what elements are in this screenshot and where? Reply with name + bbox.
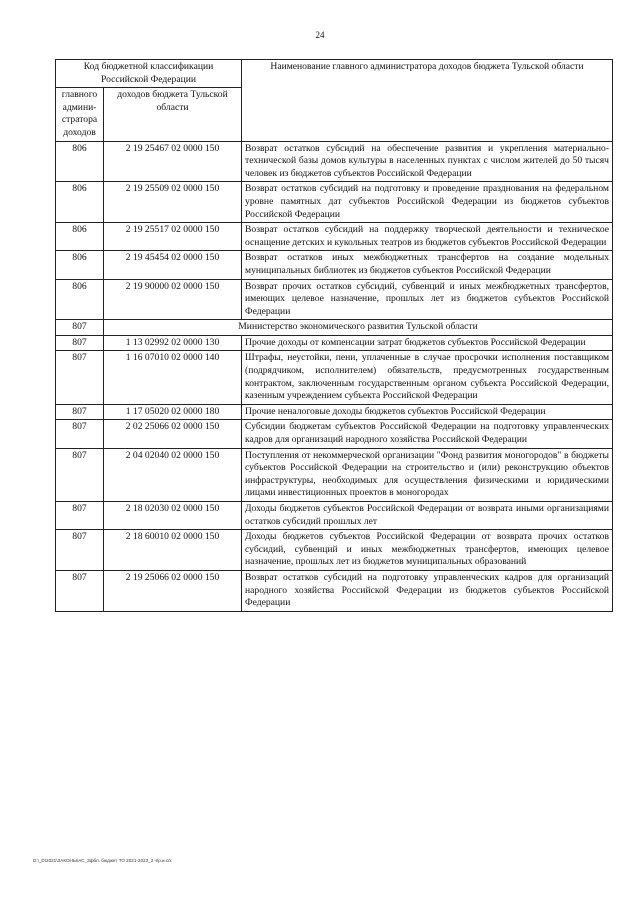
revenue-column-header: доходов бюджета Тульской области (104, 88, 242, 141)
admin-code-cell: 807 (56, 404, 104, 420)
revenue-code-cell: 1 17 05020 02 0000 180 (104, 404, 242, 420)
revenue-code-cell: 2 19 25467 02 0000 150 (104, 141, 242, 182)
file-path-footer: D:\_D\2021\ЗАКОНЫ\АС_Зфбл. бюджет ТО 2021-2023_2 ч/р.и.с/x (33, 858, 172, 863)
revenue-name-cell: Возврат остатков субсидий на поддержку творческой деятельности и техническое оснащение детских и кукольных театров из бюджетов субъектов Российской Федерации (242, 223, 613, 251)
revenue-code-cell: 2 02 25066 02 0000 150 (104, 420, 242, 448)
table-row (56, 351, 613, 404)
ministry-admin-code: 807 (56, 320, 104, 336)
revenue-code-cell: 2 19 45454 02 0000 150 (104, 251, 242, 279)
admin-code-cell: 807 (56, 570, 104, 611)
table-row (56, 223, 613, 251)
table-header-row (56, 60, 613, 88)
ministry-row (56, 320, 613, 336)
admin-code-cell: 806 (56, 141, 104, 182)
admin-code-cell: 807 (56, 420, 104, 448)
table-row (56, 279, 613, 320)
revenue-code-cell: 2 18 02030 02 0000 150 (104, 502, 242, 530)
revenue-name-cell: Субсидии бюджетам субъектов Российской Федерации на подготовку управленческих кадров для организаций народного хозяйства Российской Федерации (242, 420, 613, 448)
name-column-header: Наименование главного администратора доходов бюджета Тульской области (242, 60, 613, 142)
table-row (56, 570, 613, 611)
table-body-807 (56, 335, 613, 611)
revenue-code-cell: 2 19 25066 02 0000 150 (104, 570, 242, 611)
table-row (56, 448, 613, 501)
admin-code-cell: 807 (56, 351, 104, 404)
table-row (56, 141, 613, 182)
admin-code-cell: 807 (56, 335, 104, 351)
revenue-name-cell: Доходы бюджетов субъектов Российской Федерации от возврата иными организациями остатков субсидий прошлых лет (242, 502, 613, 530)
table-row (56, 530, 613, 571)
revenue-name-cell: Возврат остатков иных межбюджетных трансфертов на создание модельных муниципальных библиотек из бюджетов субъектов Российской Федерации (242, 251, 613, 279)
ministry-section (56, 320, 613, 336)
revenue-name-cell: Возврат прочих остатков субсидий, субвенций и иных межбюджетных трансфертов, имеющих целевое назначение, прошлых лет из бюджетов субъектов Российской Федерации (242, 279, 613, 320)
table-row (56, 251, 613, 279)
revenue-name-cell: Доходы бюджетов субъектов Российской Федерации от возврата прочих остатков субсидий, субвенций и иных межбюджетных трансфертов, имеющих целевое назначение, прошлых лет из бюджетов муниципальных образований (242, 530, 613, 571)
table-row (56, 182, 613, 223)
revenue-code-cell: 2 19 90000 02 0000 150 (104, 279, 242, 320)
table-row (56, 502, 613, 530)
revenue-code-cell: 2 18 60010 02 0000 150 (104, 530, 242, 571)
code-group-header: Код бюджетной классификации Российской Федерации (56, 60, 242, 88)
revenue-name-cell: Прочие неналоговые доходы бюджетов субъектов Российской Федерации (242, 404, 613, 420)
revenue-name-cell: Поступления от некоммерческой организации "Фонд развития моногородов" в бюджеты субъектов Российской Федерации на строительство и (или) реконструкцию объектов инфраструктуры, необходимых для осуществления физическими и юридическими лицами инвестиционных проектов в моногородах (242, 448, 613, 501)
table-row (56, 404, 613, 420)
admin-code-cell: 806 (56, 182, 104, 223)
revenue-name-cell: Возврат остатков субсидий на подготовку управленческих кадров для организаций народного хозяйства Российской Федерации из бюджетов субъектов Российской Федерации (242, 570, 613, 611)
admin-code-cell: 807 (56, 502, 104, 530)
revenue-name-cell: Штрафы, неустойки, пени, уплаченные в случае просрочки исполнения поставщиком (подрядчиком, исполнителем) обязательств, предусмотренных государственным контрактом, заключенным государственным органом субъекта Российской Федерации, казенным учреждением субъекта Российской Федерации (242, 351, 613, 404)
revenue-name-cell: Прочие доходы от компенсации затрат бюджетов субъектов Российской Федерации (242, 335, 613, 351)
revenue-code-cell: 2 04 02040 02 0000 150 (104, 448, 242, 501)
table-row (56, 335, 613, 351)
admin-code-cell: 807 (56, 448, 104, 501)
ministry-name: Министерство экономического развития Тульской области (104, 320, 613, 336)
admin-code-cell: 806 (56, 279, 104, 320)
revenue-code-cell: 1 16 07010 02 0000 140 (104, 351, 242, 404)
table-row (56, 420, 613, 448)
admin-column-header: главного админи-стратора доходов (56, 88, 104, 141)
admin-code-cell: 806 (56, 251, 104, 279)
revenue-administrators-table (55, 59, 613, 612)
revenue-name-cell: Возврат остатков субсидий на обеспечение развития и укрепления материально-технической базы домов культуры в населенных пунктах с числом жителей до 50 тысяч человек из бюджетов субъектов Российской Федерации (242, 141, 613, 182)
revenue-name-cell: Возврат остатков субсидий на подготовку и проведение празднования на федеральном уровне памятных дат субъектов Российской Федерации из бюджетов субъектов Российской Федерации (242, 182, 613, 223)
revenue-code-cell: 1 13 02992 02 0000 130 (104, 335, 242, 351)
revenue-code-cell: 2 19 25509 02 0000 150 (104, 182, 242, 223)
admin-code-cell: 806 (56, 223, 104, 251)
table-body-806 (56, 141, 613, 320)
admin-code-cell: 807 (56, 530, 104, 571)
revenue-code-cell: 2 19 25517 02 0000 150 (104, 223, 242, 251)
page-number: 24 (315, 30, 325, 40)
